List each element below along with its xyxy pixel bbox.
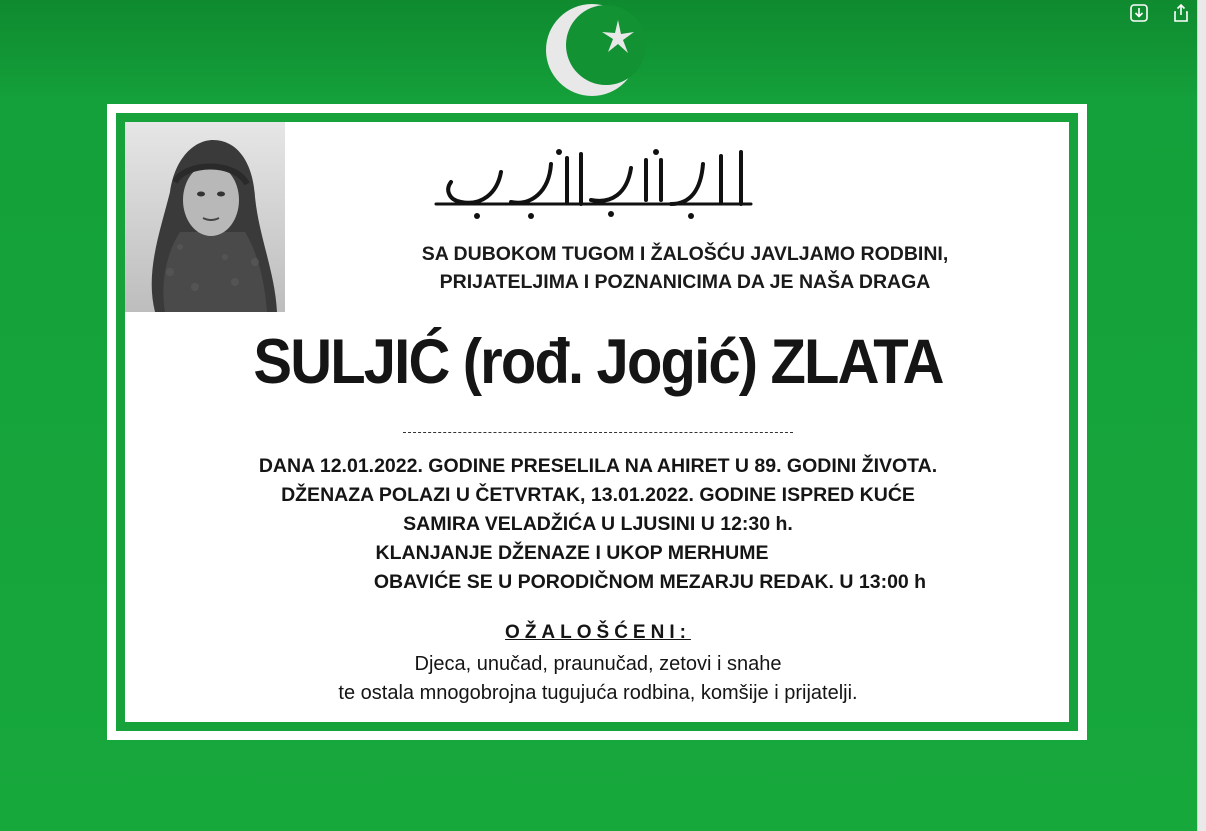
crescent-star-icon bbox=[540, 0, 660, 100]
details-line: DŽENAZA POLAZI U ČETVRTAK, 13.01.2022. GODINE ISPRED KUĆE bbox=[281, 484, 915, 506]
share-icon[interactable] bbox=[1170, 2, 1192, 24]
details-line: SAMIRA VELADŽIĆA U LJUSINI U 12:30 h. bbox=[403, 513, 793, 535]
details-line: KLANJANJE DŽENAZE I UKOP MERHUME bbox=[375, 542, 769, 564]
arabic-calligraphy bbox=[431, 144, 761, 226]
separator-line bbox=[403, 432, 793, 433]
deceased-name: SULJIĆ (rođ. Jogić) ZLATA bbox=[253, 327, 943, 397]
download-icon[interactable] bbox=[1128, 2, 1150, 24]
mourners-line: te ostala mnogobrojna tugujuća rodbina, komšije i prijatelji. bbox=[338, 682, 858, 704]
details-line: DANA 12.01.2022. GODINE PRESELILA NA AHIRET U 89. GODINI ŽIVOTA. bbox=[258, 455, 938, 477]
intro-line: PRIJATELJIMA I POZNANICIMA DA JE NAŠA DRAGA bbox=[439, 271, 931, 293]
intro-text bbox=[295, 240, 1075, 296]
obituary-frame bbox=[116, 113, 1078, 731]
viewer-scroll-edge bbox=[1197, 0, 1206, 831]
funeral-details bbox=[125, 452, 1071, 597]
mourners-line: Djeca, unučad, praunučad, zetovi i snahe bbox=[414, 653, 782, 675]
intro-line: SA DUBOKOM TUGOM I ŽALOŠĆU JAVLJAMO RODBINI, bbox=[421, 243, 949, 265]
details-line: OBAVIĆE SE U PORODIČNOM MEZARJU REDAK. U 13:00 h bbox=[373, 571, 927, 593]
mourners-heading: OŽALOŠĆENI: bbox=[505, 622, 691, 643]
deceased-photo bbox=[125, 122, 285, 312]
obituary-card bbox=[107, 104, 1087, 740]
mourners-list bbox=[125, 650, 1071, 708]
viewer-toolbar bbox=[1128, 2, 1192, 24]
